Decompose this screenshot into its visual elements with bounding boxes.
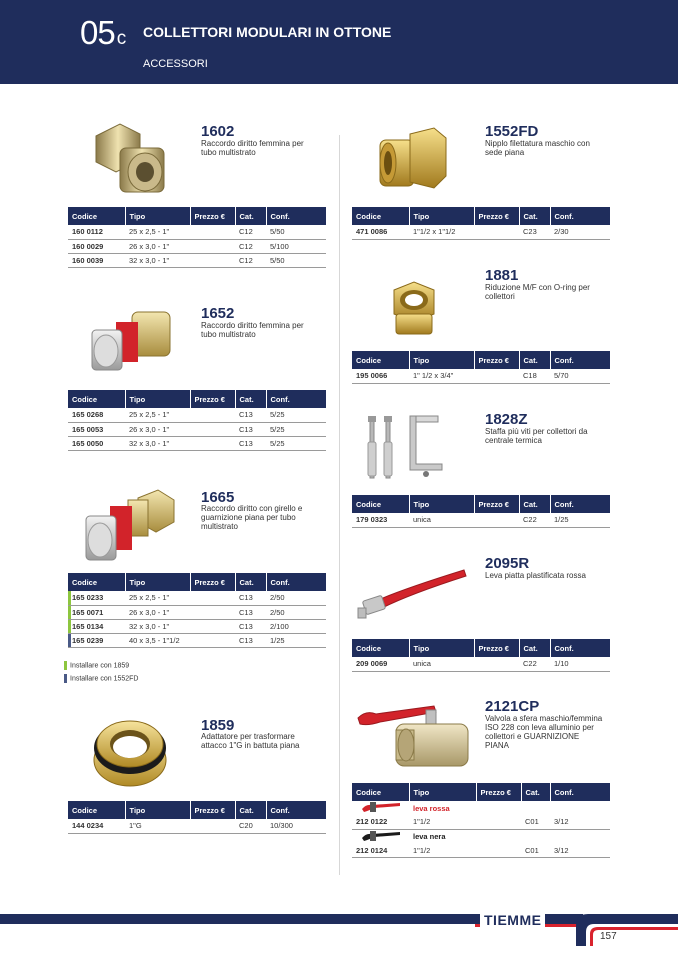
product-description: Nipplo filettatura maschio con sede piana	[485, 139, 590, 157]
table-row: 160 0029 26 x 3,0 - 1" C12 5/100	[68, 239, 326, 253]
variant-row	[352, 801, 610, 815]
legend-item-1552fd: Installare con 1552FD	[64, 674, 138, 683]
product-description: Adattatore per trasformare attacco 1"G in battuta piana	[201, 732, 300, 750]
variant-row	[352, 829, 610, 844]
product-code: 1652	[201, 305, 235, 322]
table-row: 212 0124 1"1/2 C01 3/12	[352, 844, 610, 858]
col-prezzo: Prezzo €	[190, 207, 235, 225]
product-code: 1552FD	[485, 123, 539, 140]
product-description: Riduzione M/F con O-ring per collettori	[485, 283, 590, 301]
product-image-1665	[84, 486, 178, 566]
product-code: 1602	[201, 123, 235, 140]
product-table-1859: Codice Tipo Prezzo € Cat. Conf. 144 0234 1"G C20 10/300	[68, 801, 326, 834]
table-row: 160 0039 32 x 3,0 - 1" C12 5/50	[68, 253, 326, 267]
product-table-1881: Codice Tipo Prezzo € Cat. Conf. 195 0066 1" 1/2 x 3/4" C18 5/70	[352, 351, 610, 384]
product-table-1652: Codice Tipo Prezzo € Cat. Conf. 165 0268 25 x 2,5 - 1" C13 5/25 165 0053 26 x 3,0 - 1" C13 5/25 165 0050 32 x 3,0 - 1" C13 5/25	[68, 390, 326, 451]
product-description: Staffa più viti per collettori da centrale termica	[485, 427, 588, 445]
table-row: 471 0086 1"1/2 x 1"1/2 C23 2/30	[352, 225, 610, 239]
brand-logo: TIEMME	[480, 912, 545, 928]
table-row: 165 0053 26 x 3,0 - 1" C13 5/25	[68, 422, 326, 436]
product-table-2095r: Codice Tipo Prezzo € Cat. Conf. 209 0069 unica C22 1/10	[352, 639, 610, 672]
product-image-1859	[90, 714, 172, 790]
product-table-1602	[68, 207, 326, 268]
product-code: 1665	[201, 489, 235, 506]
table-row: 165 0134 32 x 3,0 - 1" C13 2/100	[68, 619, 326, 633]
col-conf: Conf.	[266, 207, 326, 225]
col-codice: Codice	[68, 207, 125, 225]
table-row: 209 0069 unica C22 1/10	[352, 657, 610, 671]
product-image-2095r	[356, 560, 470, 624]
product-description: Leva piatta plastificata rossa	[485, 571, 586, 580]
section-number: 05 c	[80, 14, 127, 51]
product-image-1602	[90, 120, 174, 200]
product-description: Valvola a sfera maschio/femmina ISO 228 con leva alluminio per collettori e GUARNIZIONE PIANA	[485, 714, 603, 750]
product-code: 1828Z	[485, 411, 528, 428]
table-row: 165 0233 25 x 2,5 - 1" C13 2/50	[68, 591, 326, 605]
column-divider	[339, 135, 340, 875]
variant-label: leva nera	[413, 832, 446, 841]
table-row: 165 0071 26 x 3,0 - 1" C13 2/50	[68, 605, 326, 619]
table-row: 212 0122 1"1/2 C01 3/12	[352, 815, 610, 829]
table-row: 160 0112 25 x 2,5 - 1" C12 5/50	[68, 225, 326, 239]
footer-curve	[568, 914, 678, 946]
product-image-1881	[388, 280, 440, 338]
page-number: 157	[600, 931, 617, 942]
col-cat: Cat.	[235, 207, 266, 225]
product-table-1552fd: Codice Tipo Prezzo € Cat. Conf. 471 0086 1"1/2 x 1"1/2 C23 2/30	[352, 207, 610, 240]
section-title: COLLETTORI MODULARI IN OTTONE	[143, 24, 392, 40]
product-image-1652	[88, 306, 176, 376]
table-row: 144 0234 1"G C20 10/300	[68, 819, 326, 833]
table-row: 179 0323 unica C22 1/25	[352, 513, 610, 527]
table-row: 165 0268 25 x 2,5 - 1" C13 5/25	[68, 408, 326, 422]
product-table-1828z: Codice Tipo Prezzo € Cat. Conf. 179 0323 unica C22 1/25	[352, 495, 610, 528]
product-description: Raccordo diritto femmina per tubo multistrato	[201, 321, 304, 339]
section-subtitle: ACCESSORI	[143, 58, 208, 70]
product-table-1665: Codice Tipo Prezzo € Cat. Conf. 165 0233 25 x 2,5 - 1" C13 2/50 165 0071 26 x 3,0 - 1" C13 2/50 165 0134 32 x 3,0 - 1" C13 2/100 165 0239 40 x 3,5 - 1"1/2 C13 1/25	[68, 573, 326, 648]
table-row: 165 0050 32 x 3,0 - 1" C13 5/25	[68, 436, 326, 450]
table-row: 195 0066 1" 1/2 x 3/4" C18 5/70	[352, 369, 610, 383]
product-image-1828z	[364, 412, 456, 484]
product-code: 2095R	[485, 555, 530, 572]
product-code: 1859	[201, 717, 235, 734]
product-image-1552fd	[376, 126, 450, 196]
variant-label: leva rossa	[413, 803, 450, 813]
table-row: 165 0239 40 x 3,5 - 1"1/2 C13 1/25	[68, 633, 326, 647]
product-description: Raccordo diritto con girello e guarnizione piana per tubo multistrato	[201, 504, 303, 531]
page-header	[0, 0, 678, 84]
product-image-2121cp	[356, 700, 472, 772]
product-description: Raccordo diritto femmina per tubo multistrato	[201, 139, 304, 157]
black-lever-icon	[356, 830, 402, 842]
product-code: 1881	[485, 267, 519, 284]
product-code: 2121CP	[485, 698, 540, 715]
col-tipo: Tipo	[125, 207, 190, 225]
red-lever-icon	[356, 801, 402, 813]
legend-item-1859: Installare con 1859	[64, 661, 129, 670]
product-table-2121cp: Codice Tipo Prezzo € Cat. Conf. leva rossa 212 0122 1"1/2 C01 3/12 leva nera 212 0124 1"1/2 C01 3/12	[352, 783, 610, 858]
